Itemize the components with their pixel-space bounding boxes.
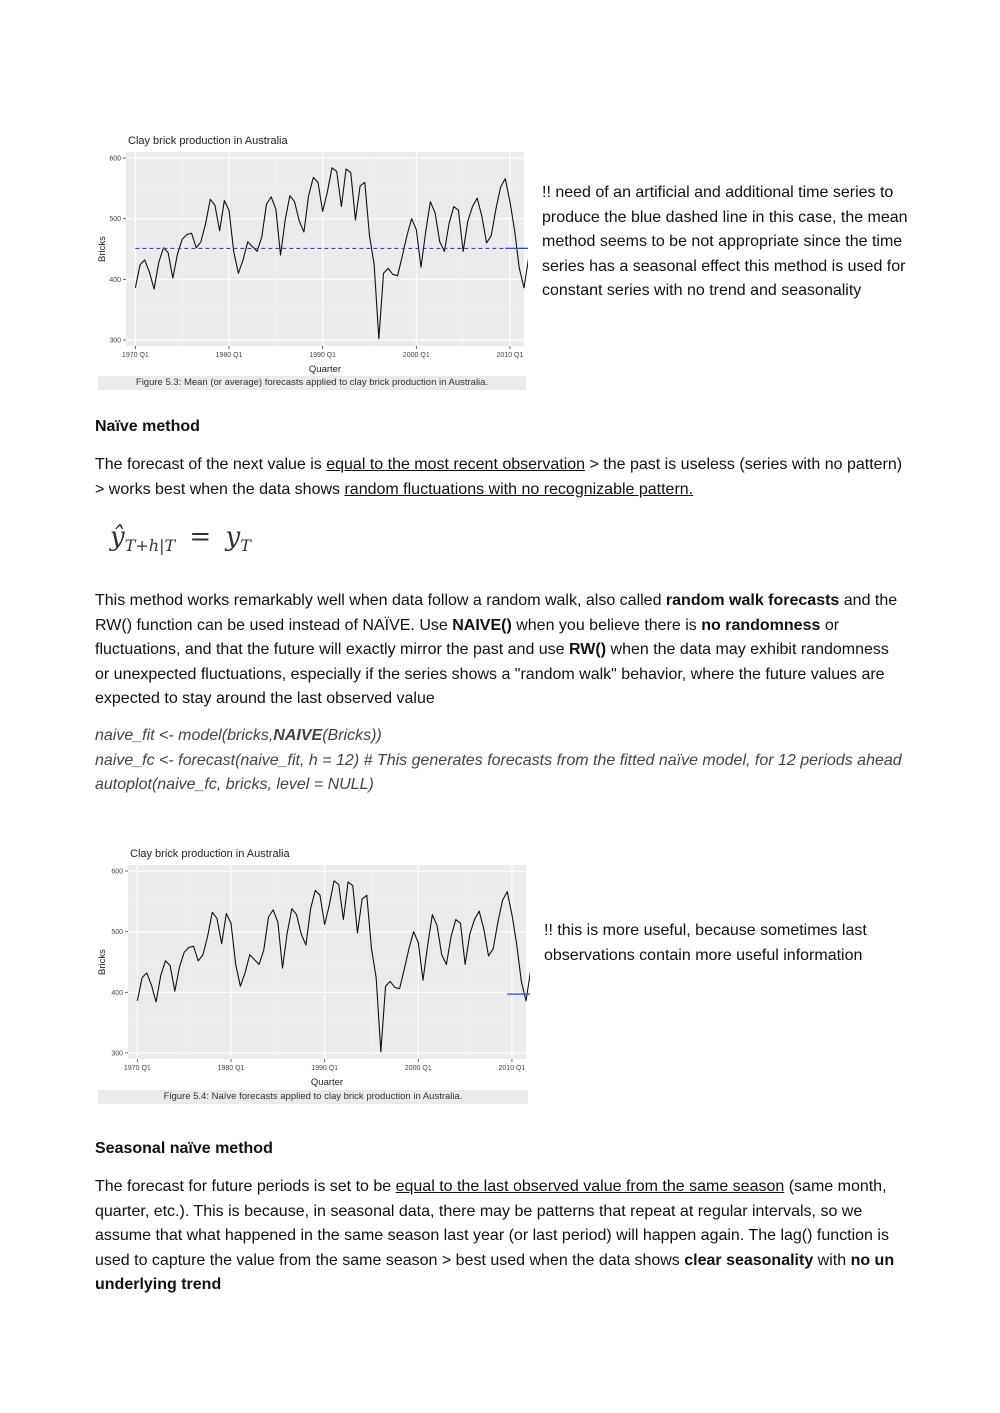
x-axis-label: Quarter: [310, 1077, 344, 1087]
y-tick-label: 500: [111, 929, 123, 937]
y-tick-label: 600: [111, 868, 123, 876]
code-line: naive_fc <- forecast(naive_fit, h = 12) # This generates forecasts from the fitted naïve model, for 12 periods ahead: [95, 751, 902, 769]
y-tick-label: 400: [109, 276, 121, 284]
heading-seasonal-naive-method: Seasonal naïve method: [95, 1140, 273, 1157]
x-tick-label: 1990 Q1: [309, 352, 337, 359]
y-tick-label: 300: [111, 1050, 123, 1058]
side-note-mean: !! need of an artificial and additional time series to produce the blue dashed line in this case, the mean method seems to be not appropriate since the time series has a seasonal effect this method is used for constant series with no trend and seasonality: [542, 184, 908, 299]
y-tick-label: 600: [109, 155, 121, 163]
x-tick-label: 2010 Q1: [498, 1065, 526, 1072]
y-tick-label: 500: [109, 216, 121, 224]
x-tick-label: 1970 Q1: [123, 1065, 151, 1072]
figure-caption: Figure 5.3: Mean (or average) forecasts applied to clay brick production in Australia.: [98, 376, 526, 390]
underlined-phrase: random fluctuations with no recognizable pattern.: [344, 480, 694, 498]
x-tick-label: 1980 Q1: [217, 1065, 245, 1072]
x-tick-label: 2010 Q1: [496, 352, 524, 359]
chart-mean-forecast: [96, 128, 528, 374]
figure-mean-forecast: [96, 128, 528, 392]
x-tick-label: 2000 Q1: [402, 352, 430, 359]
chart-title: Clay brick production in Australia: [128, 135, 288, 147]
x-tick-label: 1970 Q1: [121, 352, 149, 359]
code-line: naive_fit <- model(bricks,NAIVE(Bricks)): [95, 727, 382, 744]
paragraph-seasonal-naive: The forecast for future periods is set to be equal to the last observed value from the same season (same month, quarter, etc.). This is because, in seasonal data, there may be patterns that repeat at regular intervals, so we assume that what happened in the same season last year (or last period) will happen again. The lag() function is used to capture the value from the same season > best used when the data shows clear seasonality with no un underlying trend: [95, 1178, 895, 1293]
y-axis-label: Bricks: [97, 236, 108, 262]
paragraph-naive-definition: The forecast of the next value is equal to the most recent observation > the past is useless (series with no pattern) > works best when the data shows random fluctuations with no recognizable pattern.: [95, 456, 903, 498]
code-block: [95, 724, 905, 798]
chart-naive-forecast: [96, 841, 530, 1087]
underlined-phrase: equal to the last observed value from the same season: [395, 1178, 785, 1195]
code-line: autoplot(naive_fc, bricks, level = NULL): [95, 776, 374, 793]
underlined-phrase: equal to the most recent observation: [326, 456, 586, 473]
naive-formula: $ŷ_{T+h|T} = y_T$: [110, 522, 251, 556]
figure-caption: Figure 5.4: Naïve forecasts applied to clay brick production in Australia.: [98, 1090, 528, 1104]
y-tick-label: 400: [111, 989, 123, 997]
x-axis-label: Quarter: [308, 364, 342, 374]
y-tick-label: 300: [109, 337, 121, 345]
paragraph-random-walk: This method works remarkably well when data follow a random walk, also called random walk forecasts and the RW() function can be used instead of NAÏVE. Use NAIVE() when you believe there is no randomness or fluctuations, and that the future will exactly mirror the past and use RW() when the data may exhibit randomness or unexpected fluctuations, especially if the series shows a "random walk" behavior, where the future values are expected to stay around the last observed value: [95, 592, 898, 707]
y-axis-label: Bricks: [97, 949, 108, 975]
x-tick-label: 2000 Q1: [404, 1065, 432, 1072]
side-note-naive: !! this is more useful, because sometimes last observations contain more useful information: [544, 922, 867, 964]
figure-naive-forecast: [96, 841, 530, 1105]
chart-title: Clay brick production in Australia: [130, 848, 290, 860]
x-tick-label: 1990 Q1: [311, 1065, 339, 1072]
heading-naive-method: Naïve method: [95, 418, 200, 435]
x-tick-label: 1980 Q1: [215, 352, 243, 359]
